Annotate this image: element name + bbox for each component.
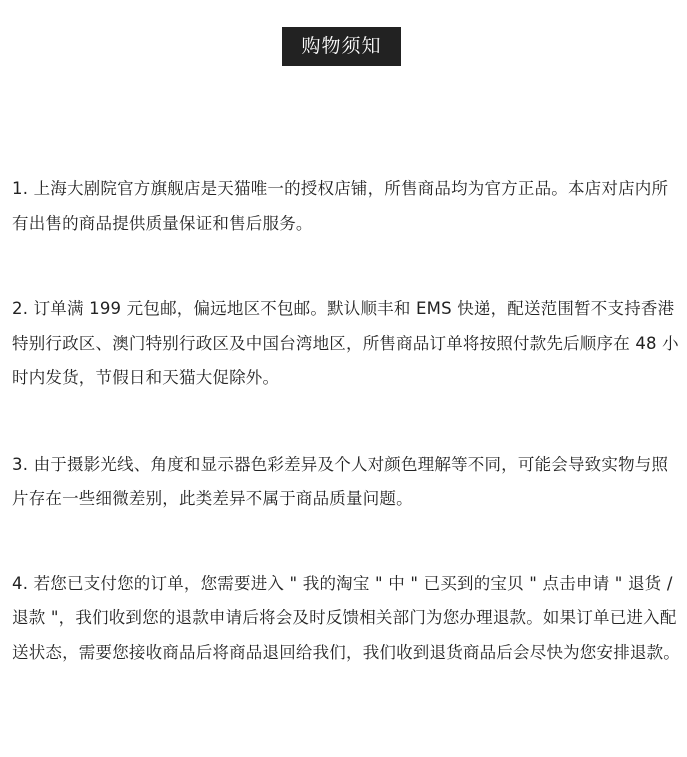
notice-item-2: 2. 订单满 199 元包邮，偏远地区不包邮。默认顺丰和 EMS 快递，配送范围暂不支持香港特别行政区、澳门特别行政区及中国台湾地区，所售商品订单将按照付款先后顺序在 48 小时内发货，节假日和天猫大促除外。 — [12, 299, 679, 387]
notice-item-4: 4. 若您已支付您的订单，您需要进入 " 我的淘宝 " 中 " 已买到的宝贝 " 点击申请 " 退货 / 退款 "，我们收到您的退款申请后将会及时反馈相关部门为您办理退款。如果订单已进入配送状态，需要您接收商品后将商品退回给我们，我们收到退货商品后会尽快为您安排退款。 — [12, 573, 680, 662]
page-title: 购物须知 — [282, 27, 400, 66]
notice-list — [12, 172, 680, 721]
notice-item-1: 1. 上海大剧院官方旗舰店是天猫唯一的授权店铺，所售商品均为官方正品。本店对店内所有出售的商品提供质量保证和售后服务。 — [12, 179, 669, 233]
notice-item-3: 3. 由于摄影光线、角度和显示器色彩差异及个人对颜色理解等不同，可能会导致实物与照片存在一些细微差别，此类差异不属于商品质量问题。 — [12, 454, 669, 508]
title-bar — [0, 27, 687, 66]
